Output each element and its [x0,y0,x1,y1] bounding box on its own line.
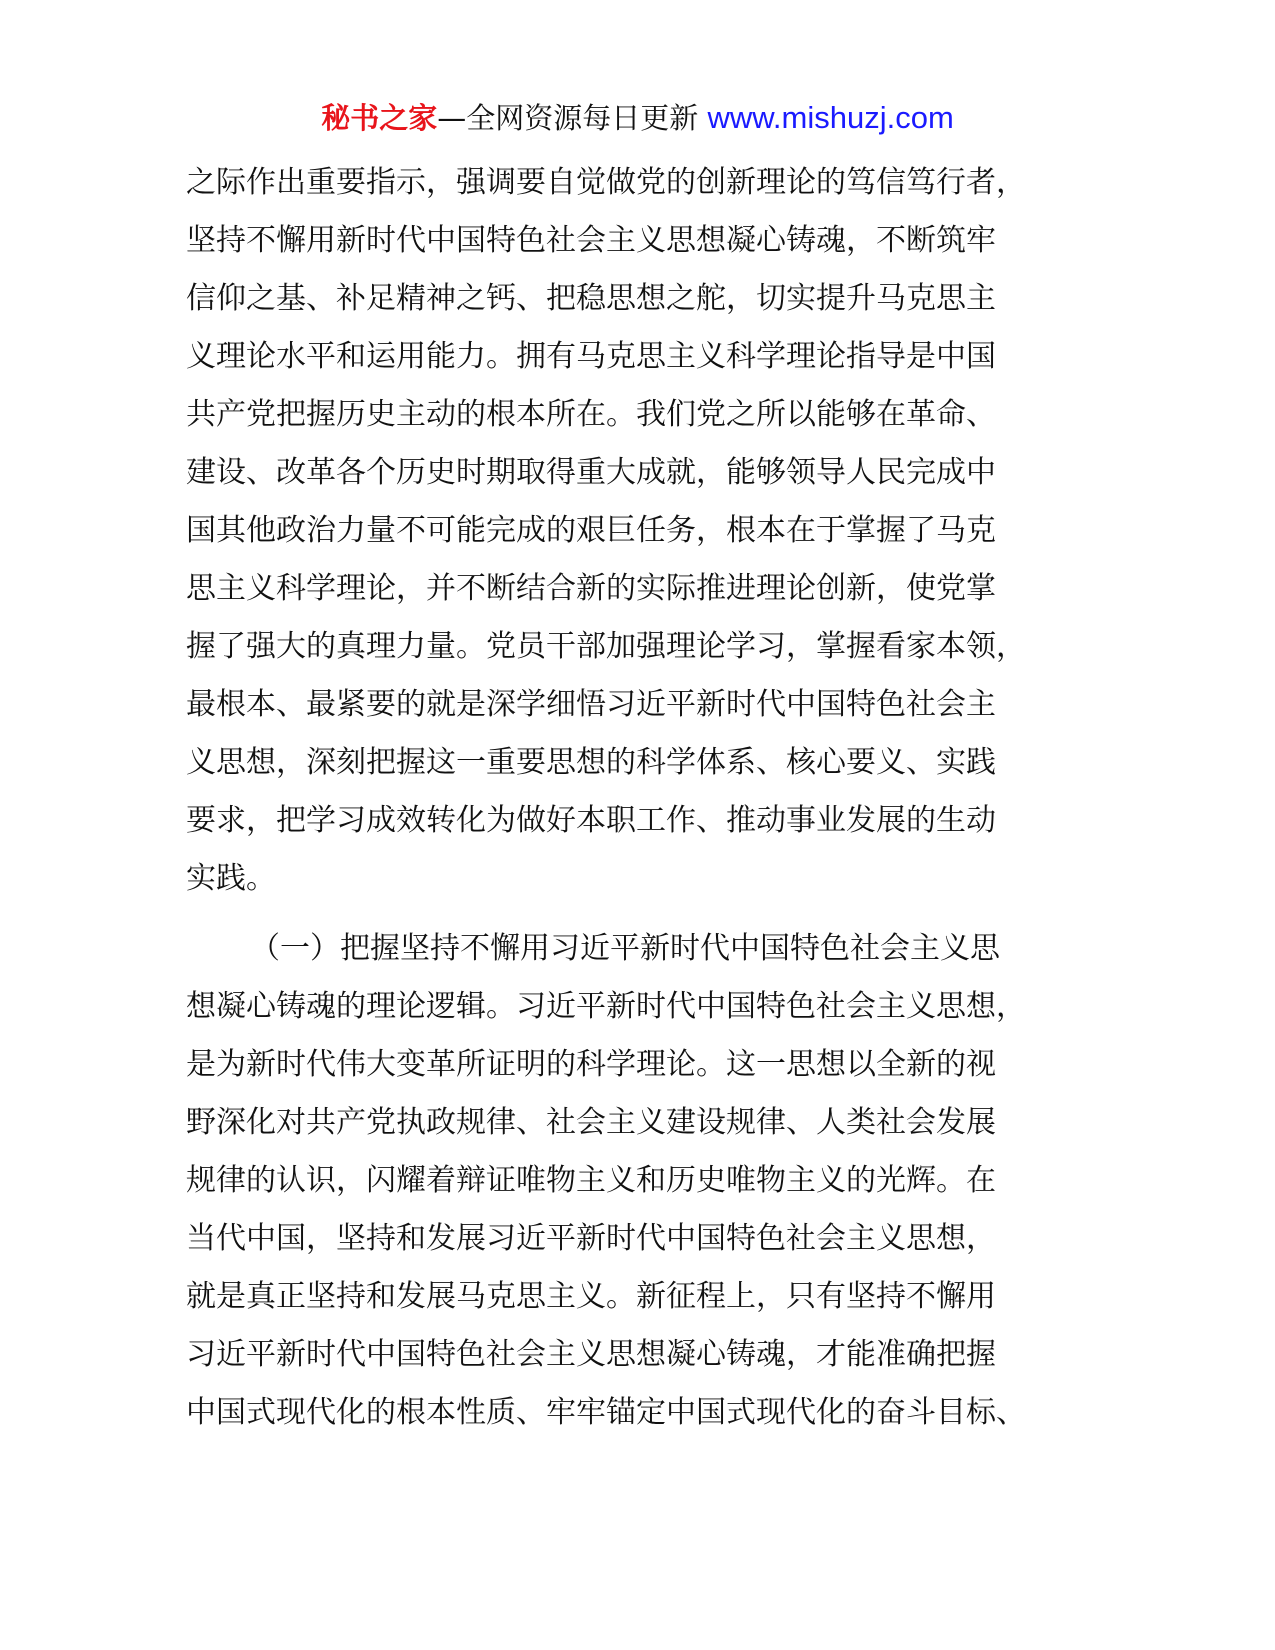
text-line: 之际作出重要指示，强调要自觉做党的创新理论的笃信笃行者， [186,165,1026,200]
page-header [0,98,1275,138]
text-line: 思主义科学理论，并不断结合新的实际推进理论创新，使党掌 [186,571,996,606]
text-line: 握了强大的真理力量。党员干部加强理论学习，掌握看家本领， [186,629,1026,664]
paragraph-spacer [186,908,1126,920]
text-line: 想凝心铸魂的理论逻辑。习近平新时代中国特色社会主义思想， [186,989,1026,1024]
header-tagline: —全网资源每日更新 [437,101,708,135]
text-line: （一）把握坚持不懈用习近平新时代中国特色社会主义思 [250,931,1000,966]
text-line: 中国式现代化的根本性质、牢牢锚定中国式现代化的奋斗目标、 [186,1395,1026,1430]
site-url-link[interactable]: www.mishuzj.com [707,100,954,135]
text-line: 习近平新时代中国特色社会主义思想凝心铸魂，才能准确把握 [186,1337,996,1372]
paragraph-2 [186,920,1126,1442]
text-line: 国其他政治力量不可能完成的艰巨任务，根本在于掌握了马克 [186,513,996,548]
text-line: 坚持不懈用新时代中国特色社会主义思想凝心铸魂，不断筑牢 [186,223,996,258]
document-body [186,154,1126,1442]
text-line: 要求，把学习成效转化为做好本职工作、推动事业发展的生动 [186,803,996,838]
brand-name: 秘书之家 [321,101,438,135]
text-line: 野深化对共产党执政规律、社会主义建设规律、人类社会发展 [186,1105,996,1140]
text-line: 最根本、最紧要的就是深学细悟习近平新时代中国特色社会主 [186,687,996,722]
text-line: 建设、改革各个历史时期取得重大成就，能够领导人民完成中 [186,455,996,490]
text-line: 就是真正坚持和发展马克思主义。新征程上，只有坚持不懈用 [186,1279,996,1314]
text-line: 义理论水平和运用能力。拥有马克思主义科学理论指导是中国 [186,339,996,374]
paragraph-1 [186,154,1126,908]
text-line: 信仰之基、补足精神之钙、把稳思想之舵，切实提升马克思主 [186,281,996,316]
text-line: 规律的认识，闪耀着辩证唯物主义和历史唯物主义的光辉。在 [186,1163,996,1198]
text-line: 当代中国，坚持和发展习近平新时代中国特色社会主义思想， [186,1221,996,1256]
text-line: 义思想，深刻把握这一重要思想的科学体系、核心要义、实践 [186,745,996,780]
text-line: 是为新时代伟大变革所证明的科学理论。这一思想以全新的视 [186,1047,996,1082]
text-line: 实践。 [186,861,276,896]
text-line: 共产党把握历史主动的根本所在。我们党之所以能够在革命、 [186,397,996,432]
